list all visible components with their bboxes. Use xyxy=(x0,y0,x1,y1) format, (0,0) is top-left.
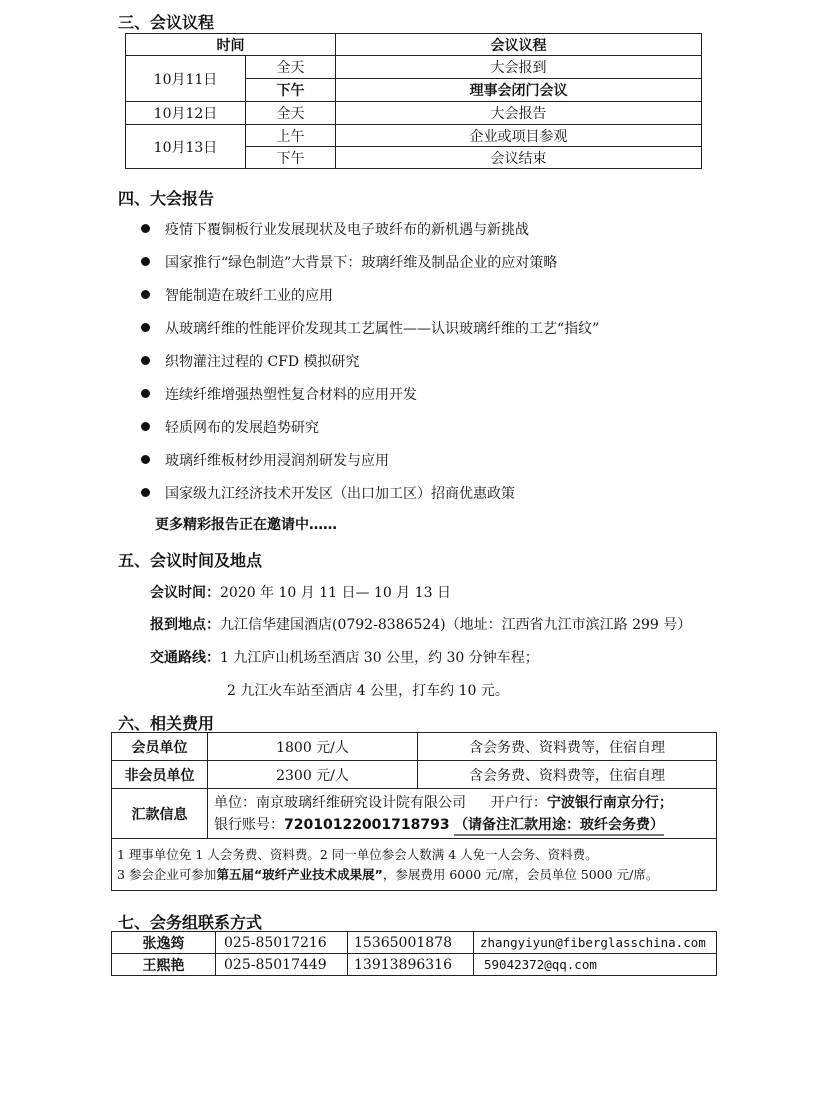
table-row xyxy=(112,761,717,789)
bullet-icon xyxy=(141,323,150,332)
remit-bank: 宁波银行南京分行； xyxy=(546,794,673,811)
agenda-part: 下午 xyxy=(246,79,336,102)
meeting-time-label: 会议时间： xyxy=(150,585,220,601)
agenda-item: 大会报告 xyxy=(336,102,702,125)
contact-tel: 025-85017216 xyxy=(216,932,348,954)
contact-mobile: 13913896316 xyxy=(348,954,474,976)
contact-email[interactable]: 59042372@qq.com xyxy=(474,954,717,976)
report-item: 国家推行“绿色制造”大背景下：玻璃纤维及制品企业的应对策略 xyxy=(165,255,558,271)
table-row xyxy=(126,56,702,79)
section-heading-agenda: 三、会议议程 xyxy=(118,13,215,32)
agenda-item: 企业或项目参观 xyxy=(336,125,702,147)
bullet-icon xyxy=(141,488,150,497)
agenda-part: 下午 xyxy=(246,147,336,169)
table-row xyxy=(112,733,717,761)
remit-label: 汇款信息 xyxy=(112,789,208,839)
fees-table xyxy=(111,732,717,891)
bullet-icon xyxy=(141,290,150,299)
report-item: 智能制造在玻纤工业的应用 xyxy=(165,288,333,304)
report-item: 玻璃纤维板材纱用浸润剂研发与应用 xyxy=(165,453,389,469)
bullet-icon xyxy=(141,455,150,464)
agenda-date: 10月13日 xyxy=(126,125,246,169)
meeting-place xyxy=(150,614,691,634)
remit-account-label: 银行账号： xyxy=(214,816,284,833)
agenda-date: 10月12日 xyxy=(126,102,246,125)
exhibition-name: 第五届“玻纤产业技术成果展” xyxy=(216,866,383,882)
report-item: 国家级九江经济技术开发区（出口加工区）招商优惠政策 xyxy=(165,486,515,502)
meeting-place-value: 九江信华建国酒店(0792-8386524)（地址：江西省九江市滨江路 299 号） xyxy=(220,617,692,633)
agenda-table xyxy=(125,33,702,169)
bullet-icon xyxy=(141,224,150,233)
table-row xyxy=(112,789,717,839)
route-1-text: 1 九江庐山机场至酒店 30 公里，约 30 分钟车程； xyxy=(220,650,539,666)
fee-amount: 2300 元/人 xyxy=(208,761,418,789)
contact-name: 王熙艳 xyxy=(112,954,216,976)
bullet-icon xyxy=(141,356,150,365)
fee-category: 非会员单位 xyxy=(112,761,208,789)
agenda-item: 理事会闭门会议 xyxy=(336,79,702,102)
more-reports-note: 更多精彩报告正在邀请中…… xyxy=(155,517,337,533)
contacts-table xyxy=(111,931,717,976)
bullet-icon xyxy=(141,257,150,266)
agenda-header-time: 时间 xyxy=(126,34,336,56)
fee-amount: 1800 元/人 xyxy=(208,733,418,761)
agenda-part: 全天 xyxy=(246,102,336,125)
meeting-time-value: 2020 年 10 月 11 日— 10 月 13 日 xyxy=(220,585,451,601)
section-heading-fees: 六、相关费用 xyxy=(118,714,215,733)
agenda-item: 会议结束 xyxy=(336,147,702,169)
report-item: 轻质网布的发展趋势研究 xyxy=(165,420,319,436)
contact-email[interactable]: zhangyiyun@fiberglasschina.com xyxy=(474,932,717,954)
fee-notes xyxy=(112,839,717,891)
report-item: 从玻璃纤维的性能评价发现其工艺属性——认识玻璃纤维的工艺“指纹” xyxy=(165,321,600,337)
table-row xyxy=(126,125,702,147)
section-heading-reports: 四、大会报告 xyxy=(118,189,215,208)
fee-note-2: 3 参会企业可参加第五届“玻纤产业技术成果展”，参展费用 6000 元/席，会员单位 5000 元/席。 xyxy=(117,866,659,882)
table-row xyxy=(112,954,717,976)
agenda-part: 上午 xyxy=(246,125,336,147)
agenda-header-program: 会议议程 xyxy=(336,34,702,56)
route-1 xyxy=(150,647,539,667)
table-row xyxy=(126,102,702,125)
remit-unit: 单位：南京玻璃纤维研究设计院有限公司 xyxy=(214,794,466,811)
agenda-part: 全天 xyxy=(246,56,336,79)
report-item: 疫情下覆铜板行业发展现状及电子玻纤布的新机遇与新挑战 xyxy=(165,222,529,238)
fee-note-1: 1 理事单位免 1 人会务费、资料费。2 同一单位参会人数满 4 人免一人会务、资料费。 xyxy=(117,846,598,862)
report-item: 连续纤维增强热塑性复合材料的应用开发 xyxy=(165,387,417,403)
report-item: 织物灌注过程的 CFD 模拟研究 xyxy=(165,354,360,370)
meeting-time xyxy=(150,582,451,602)
fee-note: 含会务费、资料费等，住宿自理 xyxy=(418,761,717,789)
table-row xyxy=(112,932,717,954)
table-row xyxy=(112,839,717,891)
remit-purpose-note: （请备注汇款用途：玻纤会务费） xyxy=(454,817,664,836)
bullet-icon xyxy=(141,389,150,398)
section-heading-time-place: 五、会议时间及地点 xyxy=(118,551,263,570)
contact-mobile: 15365001878 xyxy=(348,932,474,954)
fee-note: 含会务费、资料费等，住宿自理 xyxy=(418,733,717,761)
meeting-place-label: 报到地点： xyxy=(150,617,220,633)
agenda-item: 大会报到 xyxy=(336,56,702,79)
contact-name: 张逸筠 xyxy=(112,932,216,954)
route-label: 交通路线： xyxy=(150,650,220,666)
route-2-text: 2 九江火车站至酒店 4 公里，打车约 10 元。 xyxy=(227,683,509,699)
bullet-icon xyxy=(141,422,150,431)
remit-info xyxy=(208,789,717,839)
remit-account: 72010122001718793 xyxy=(284,816,450,833)
fee-category: 会员单位 xyxy=(112,733,208,761)
remit-bank-label: 开户行： xyxy=(490,794,547,811)
contact-tel: 025-85017449 xyxy=(216,954,348,976)
section-heading-contacts: 七、会务组联系方式 xyxy=(118,913,263,932)
agenda-date: 10月11日 xyxy=(126,56,246,102)
